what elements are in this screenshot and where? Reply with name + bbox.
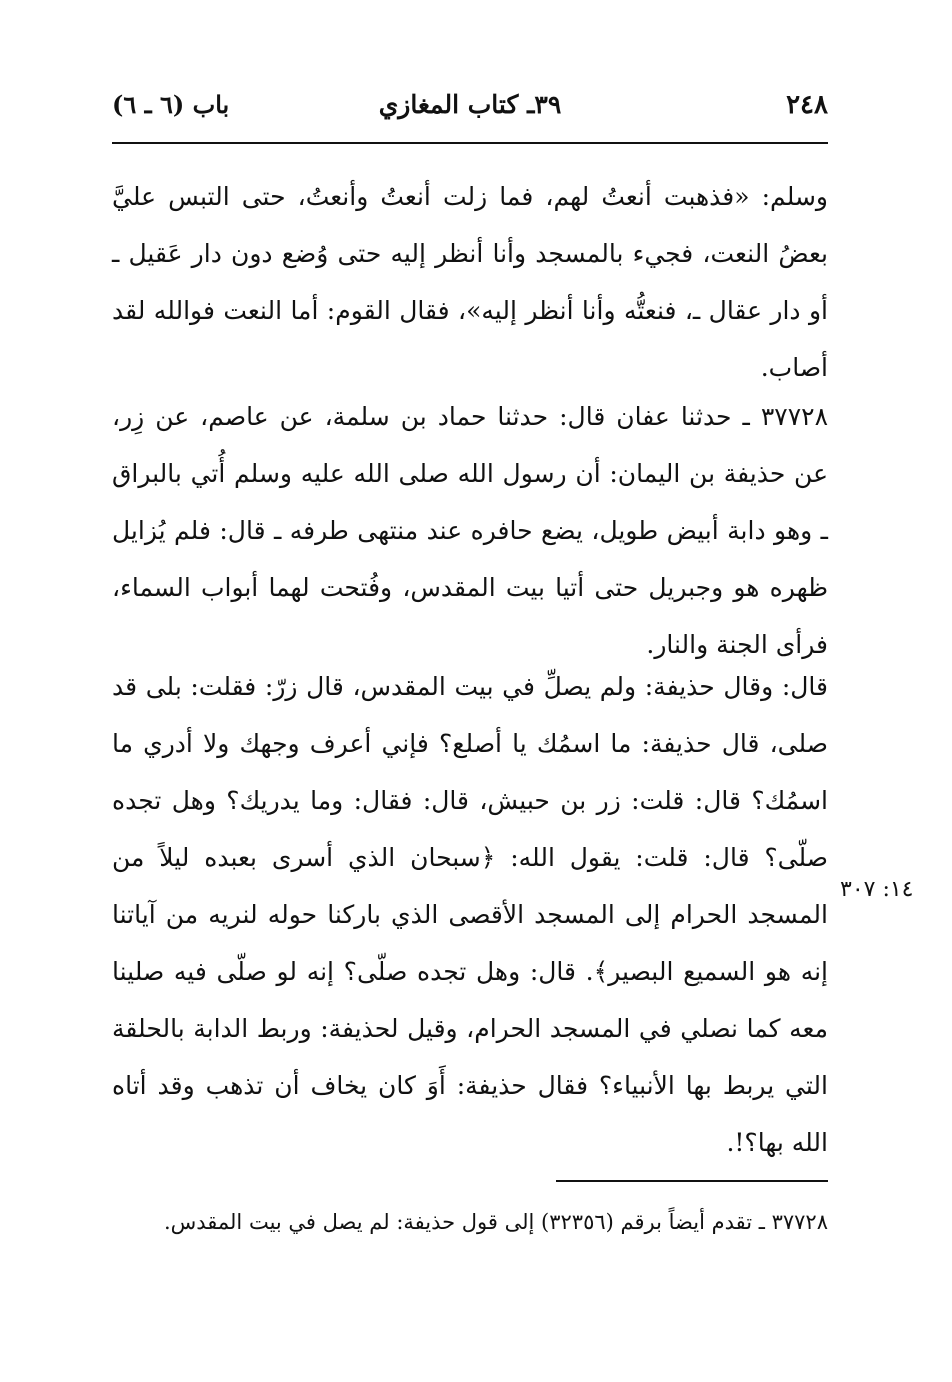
paragraph-3 — [112, 658, 828, 1171]
paragraph-text: قال: وقال حذيفة: ولم يصلِّ في بيت المقدس، قال زرّ: فقلت: بلى قد صلى، قال حذيفة: ما اسمُك يا أصلع؟ فإني أعرف وجهك ولا أدري ما اسمُك؟ قال: قلت: زر بن حبيش، قال: فقال: وما يدريك؟ وهل تجده صلّى؟ قال: قلت: يقول الله: ﴿سبحان الذي أسرى بعبده ليلاً من المسجد الحرام إلى المسجد الأقصى الذي باركنا حوله لنريه من آياتنا إنه هو السميع البصير﴾. قال: وهل تجده صلّى؟ إنه لو صلّى فيه صلينا معه كما نصلي في المسجد الحرام، وقيل لحذيفة: وربط الدابة بالحلقة التي يربط بها الأنبياء؟ فقال حذيفة: أَوَ كان يخاف أن تذهب وقد أتاه الله بها؟!. — [112, 672, 828, 1157]
header-divider — [112, 142, 828, 144]
footnote-divider — [556, 1180, 828, 1182]
footnote — [112, 1198, 828, 1246]
page-header — [112, 90, 828, 134]
page-number: ٢٤٨ — [786, 90, 828, 120]
hadith-37728 — [112, 388, 828, 673]
book-title: ٣٩ـ كتاب المغازي — [378, 90, 562, 119]
chapter-reference: باب (٦ ـ ٦) — [112, 90, 230, 119]
paragraph-text: وسلم: «فذهبت أنعتُ لهم، فما زلت أنعتُ وأنعتُ، حتى التبس عليَّ بعضُ النعت، فجيء بالمسجد وأنا أنظر إليه حتى وُضع دون دار عَقيل ـ أو دار عقال ـ، فنعتُّه وأنا أنظر إليه»، فقال القوم: أما النعت فوالله لقد أصاب. — [112, 182, 828, 382]
footnote-text: ٣٧٧٢٨ ـ تقدم أيضاً برقم (٣٢٣٥٦) إلى قول حذيفة: لم يصل في بيت المقدس. — [163, 1210, 828, 1234]
paragraph-1 — [112, 168, 828, 396]
paragraph-text: ٣٧٧٢٨ ـ حدثنا عفان قال: حدثنا حماد بن سلمة، عن عاصم، عن زِر، عن حذيفة بن اليمان: أن رسول الله صلى الله عليه وسلم أُتي بالبراق ـ وهو دابة أبيض طويل، يضع حافره عند منتهى طرفه ـ قال: فلم يُزايل ظهره هو وجبريل حتى أتيا بيت المقدس، وفُتحت لهما أبواب السماء، فرأى الجنة والنار. — [112, 402, 828, 659]
quran-margin-reference: ١٤: ٣٠٧ — [840, 877, 914, 902]
